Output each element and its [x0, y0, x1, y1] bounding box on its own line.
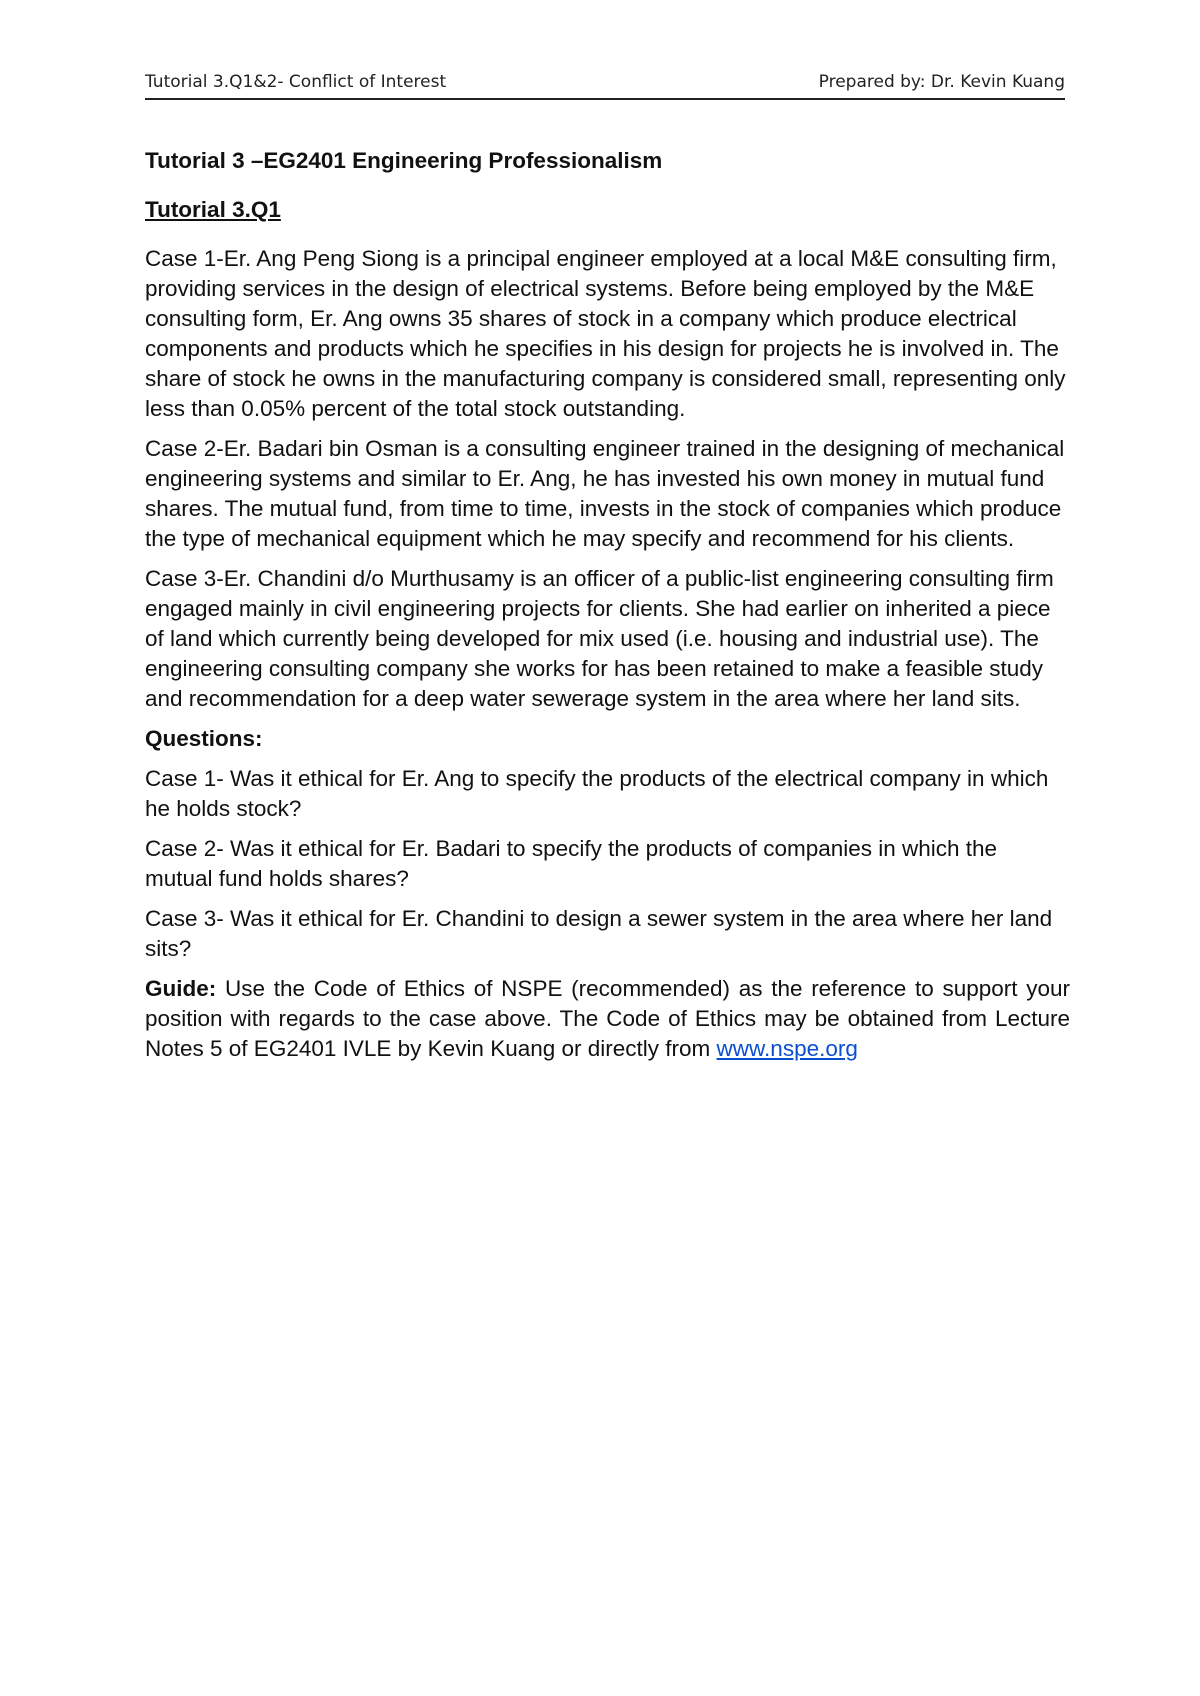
- question-2: Case 2- Was it ethical for Er. Badari to specify the products of companies in which the mutual fund holds shares?: [145, 836, 998, 891]
- case-1-paragraph: Case 1-Er. Ang Peng Siong is a principal engineer employed at a local M&E consulting firm, providing services in the design of electrical systems. Before being employed by the M&E consulting form, Er. Ang owns 35 shares of stock in a company which produce electrical components and products which he specifies in his design for projects he is involved in. The share of stock he owns in the manufacturing company is considered small, representing only less than 0.05% percent of the total stock outstanding.: [145, 246, 1066, 421]
- questions-heading: Questions:: [145, 726, 263, 751]
- question-3: Case 3- Was it ethical for Er. Chandini to design a sewer system in the area where her land sits?: [145, 906, 1053, 961]
- header-left-text: Tutorial 3.Q1&2- Conflict of Interest: [145, 72, 447, 92]
- document-title: Tutorial 3 –EG2401 Engineering Professionalism: [145, 148, 663, 173]
- guide-text: Use the Code of Ethics of NSPE (recommended) as the reference to support your position with regards to the case above. The Code of Ethics may be obtained from Lecture Notes 5 of EG2401 IVLE by Kevin Kuang or directly from: [145, 976, 1070, 1061]
- nspe-link[interactable]: www.nspe.org: [716, 1036, 858, 1061]
- case-2-paragraph: Case 2-Er. Badari bin Osman is a consulting engineer trained in the designing of mechanical engineering systems and similar to Er. Ang, he has invested his own money in mutual fund shares. The mutual fund, from time to time, invests in the stock of companies which produce the type of mechanical equipment which he may specify and recommend for his clients.: [145, 436, 1065, 551]
- header-right-text: Prepared by: Dr. Kevin Kuang: [818, 72, 1065, 92]
- question-1: Case 1- Was it ethical for Er. Ang to specify the products of the electrical company in which he holds stock?: [145, 766, 1049, 821]
- page-header: [145, 72, 1065, 100]
- guide-label: Guide:: [145, 976, 217, 1001]
- section-subtitle: Tutorial 3.Q1: [145, 197, 281, 222]
- case-3-paragraph: Case 3-Er. Chandini d/o Murthusamy is an officer of a public-list engineering consulting firm engaged mainly in civil engineering projects for clients. She had earlier on inherited a piece of land which currently being developed for mix used (i.e. housing and industrial use). The engineering consulting company she works for has been retained to make a feasible study and recommendation for a deep water sewerage system in the area where her land sits.: [145, 566, 1054, 711]
- guide-paragraph: [145, 974, 1070, 1064]
- document-body: [145, 146, 1070, 1064]
